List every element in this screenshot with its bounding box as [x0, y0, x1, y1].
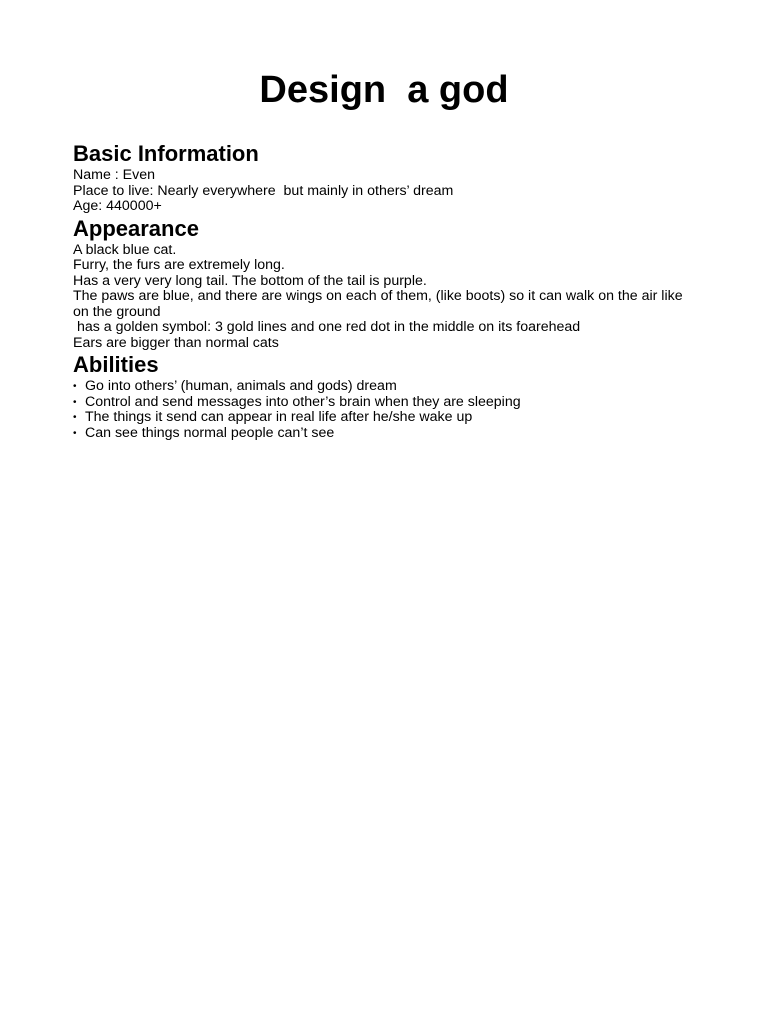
abilities-section [73, 351, 698, 441]
list-item [73, 395, 698, 411]
ability-text: The things it send can appear in real life after he/she wake up [85, 409, 473, 425]
list-item [73, 426, 698, 442]
basic-information-section [73, 140, 698, 215]
abilities-list [73, 379, 698, 441]
bullet-icon: • [73, 412, 77, 423]
basic-information-heading: Basic Information [73, 141, 259, 166]
bullet-icon: • [73, 396, 77, 408]
ability-text: Go into others’ (human, animals and gods) dream [85, 378, 397, 394]
document-body [73, 140, 698, 441]
appearance-line: Furry, the furs are extremely long. [73, 257, 285, 273]
abilities-heading: Abilities [73, 352, 159, 377]
document-title: Design a god [259, 69, 509, 111]
place-to-live-line: Place to live: Nearly everywhere but mainly in others’ dream [73, 182, 454, 199]
ability-text: Can see things normal people can’t see [85, 424, 335, 441]
ability-text: Control and send messages into other’s brain when they are sleeping [85, 393, 521, 410]
list-item [73, 379, 698, 395]
bullet-icon: • [73, 427, 77, 439]
name-line: Name : Even [73, 167, 156, 183]
appearance-line: A black blue cat. [73, 241, 177, 258]
appearance-line: Ears are bigger than normal cats [73, 334, 279, 351]
age-line: Age: 440000+ [73, 198, 162, 214]
bullet-icon: • [73, 381, 77, 392]
appearance-line: has a golden symbol: 3 gold lines and one red dot in the middle on its foarehead [73, 319, 581, 335]
list-item [73, 410, 698, 426]
appearance-line: Has a very very long tail. The bottom of the tail is purple. [73, 272, 427, 289]
appearance-line: The paws are blue, and there are wings on each of them, (like boots) so it can walk on the air like on the ground [73, 288, 687, 320]
appearance-section [73, 215, 698, 352]
appearance-heading: Appearance [73, 215, 199, 241]
